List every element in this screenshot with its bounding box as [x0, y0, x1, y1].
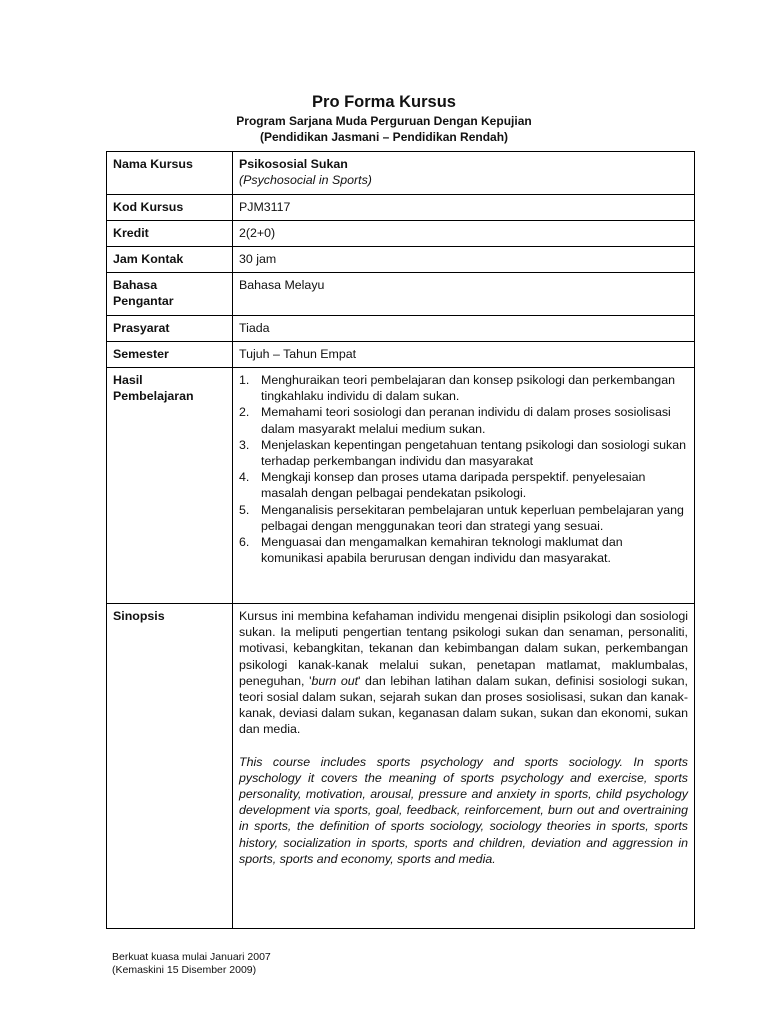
row-hasil-pembelajaran [107, 368, 695, 604]
value-jam-kontak: 30 jam [233, 247, 695, 273]
learning-outcome-item [239, 372, 688, 404]
synopsis-malay [239, 608, 688, 738]
label-nama-kursus: Nama Kursus [107, 152, 233, 195]
row-nama-kursus [107, 152, 695, 195]
outcome-number: 4. [239, 470, 250, 485]
label-bahasa-pengantar [107, 273, 233, 316]
value-kredit: 2(2+0) [233, 221, 695, 247]
document-title: Pro Forma Kursus [312, 93, 456, 111]
outcome-text: Menganalisis persekitaran pembelajaran untuk keperluan pembelajaran yang pelbagai dengan menggunakan teori dan strategi yang sesuai. [261, 502, 684, 533]
value-semester: Tujuh – Tahun Empat [233, 342, 695, 368]
learning-outcome-item [239, 404, 688, 436]
outcome-text: Menguasai dan mengamalkan kemahiran teknologi maklumat dan komunikasi apabila berurusan dengan individu dan masyarakat. [261, 535, 623, 566]
label-hasil-line2: Pembelajaran [113, 389, 194, 404]
outcome-text: Menghuraikan teori pembelajaran dan konsep psikologi dan perkembangan tingkahlaku individu di dalam sukan. [261, 373, 675, 404]
row-kredit [107, 221, 695, 247]
synopsis-malay-part2: ' dan lebihan latihan dalam sukan, definisi sosiologi sukan, teori sosial dalam sukan, sejarah sukan dan proses sosiolisasi, sukan dan kanak-kanak, deviasi dalam sukan, keganasan dalam sukan, sukan dan ekonomi, sukan dan media. [239, 673, 688, 737]
learning-outcome-item [239, 469, 688, 501]
label-bahasa-line1: Bahasa [113, 278, 158, 292]
value-kod-kursus: PJM3117 [233, 195, 695, 221]
label-kod-kursus: Kod Kursus [107, 195, 233, 221]
synopsis-malay-part1: Kursus ini membina kefahaman individu mengenai disiplin psikologi dan sosiologi sukan. Ia meliputi pengertian tentang psikologi sukan dan senaman, personaliti, motivasi, kebangkitan, tekanan dan kebimbangan dalam sukan, perkembangan psikologi kanak-kanak melalui sukan, penetapan matlamat, maklumbalas, peneguhan, ' [239, 609, 688, 688]
learning-outcomes-list [239, 372, 688, 566]
row-semester [107, 342, 695, 368]
row-prasyarat [107, 316, 695, 342]
course-proforma-table [106, 151, 695, 929]
document-header [0, 92, 768, 145]
course-name-en: (Psychosocial in Sports) [239, 173, 372, 188]
update-date: (Kemaskini 15 Disember 2009) [112, 964, 257, 976]
program-specialisation: (Pendidikan Jasmani – Pendidikan Rendah) [259, 130, 509, 144]
learning-outcome-item [239, 437, 688, 469]
course-name: Psikososial Sukan [239, 157, 348, 171]
synopsis-malay-italic: burn out [311, 673, 359, 688]
label-hasil-line1: Hasil [113, 373, 143, 387]
program-name: Program Sarjana Muda Perguruan Dengan Kepujian [236, 114, 532, 128]
outcome-number: 2. [239, 405, 250, 420]
value-prasyarat: Tiada [233, 316, 695, 342]
value-sinopsis [233, 604, 695, 929]
learning-outcome-item [239, 502, 688, 534]
label-kredit: Kredit [107, 221, 233, 247]
value-bahasa-pengantar: Bahasa Melayu [233, 273, 695, 316]
learning-outcome-item [239, 534, 688, 566]
label-jam-kontak: Jam Kontak [107, 247, 233, 273]
value-hasil-pembelajaran [233, 368, 695, 604]
label-sinopsis: Sinopsis [107, 604, 233, 929]
row-kod-kursus [107, 195, 695, 221]
label-prasyarat: Prasyarat [107, 316, 233, 342]
label-semester: Semester [107, 342, 233, 368]
outcome-number: 5. [239, 502, 250, 517]
synopsis-english: This course includes sports psychology and sports sociology. In sports pyschology it covers the meaning of sports psychology and exercise, sports personality, motivation, arousal, pressure and anxiety in sports, child psychology development via sports, goal, feedback, reinforcement, burn out and overtraining in sports, the definition of sports sociology, sociology theories in sports, sports history, socialization in sports, sports and children, deviation and aggression in sports, sports and economy, sports and media. [239, 754, 688, 866]
outcome-text: Mengkaji konsep dan proses utama daripada perspektif. penyelesaian masalah dengan pelbagai pendekatan psikologi. [261, 470, 646, 501]
outcome-number: 1. [239, 373, 250, 387]
label-bahasa-line2: Pengantar [113, 294, 174, 309]
row-sinopsis [107, 604, 695, 929]
outcome-text: Memahami teori sosiologi dan peranan individu di dalam proses sosiolisasi dalam masyarakt melalui medium sukan. [261, 405, 671, 436]
outcome-number: 6. [239, 535, 250, 550]
outcome-text: Menjelaskan kepentingan pengetahuan tentang psikologi dan sosiologi sukan terhadap perkembangan individu dan masyarakat [261, 437, 687, 469]
value-nama-kursus [233, 152, 695, 195]
row-jam-kontak [107, 247, 695, 273]
label-hasil-pembelajaran [107, 368, 233, 604]
effective-date: Berkuat kuasa mulai Januari 2007 [112, 951, 271, 963]
document-footer [112, 951, 271, 977]
outcome-number: 3. [239, 437, 250, 452]
row-bahasa-pengantar [107, 273, 695, 316]
